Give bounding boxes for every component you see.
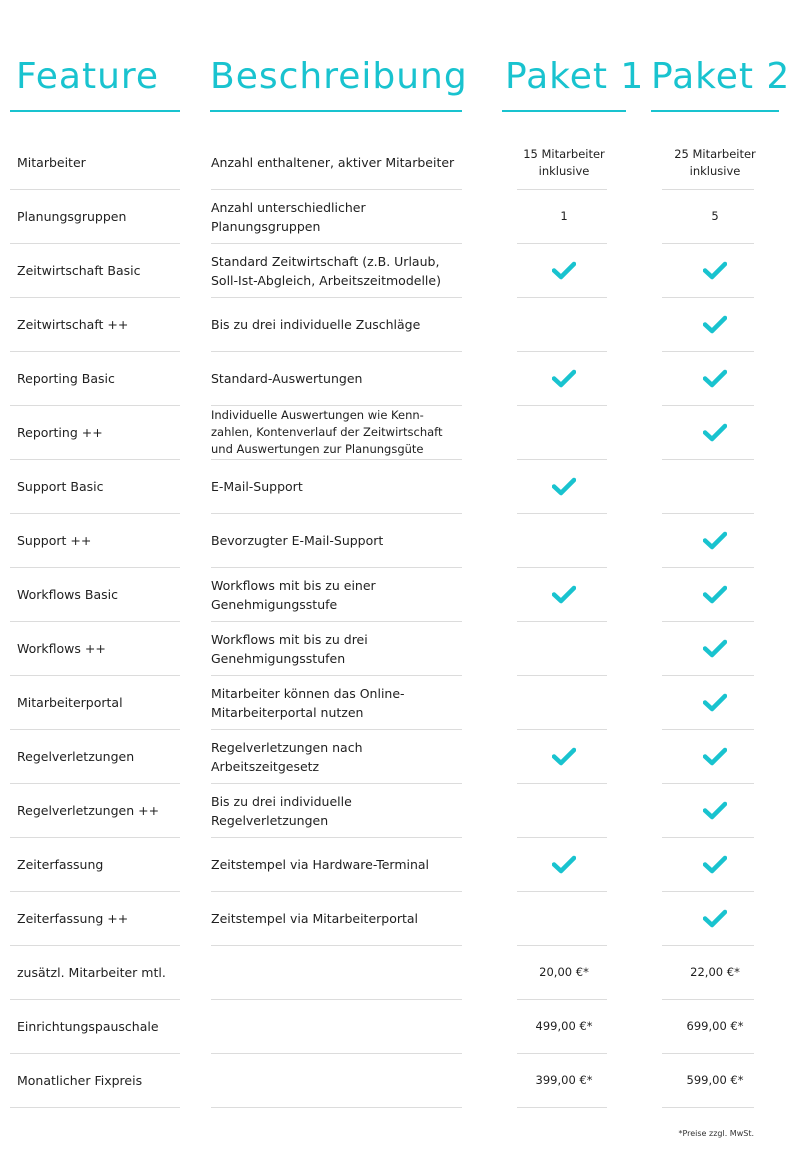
table-row <box>0 784 794 838</box>
feature-name: Monatlicher Fixpreis <box>17 1073 143 1088</box>
package-2-check-icon <box>651 784 779 837</box>
package-1-empty <box>502 406 626 459</box>
feature-description: Regelverletzungen nach Arbeitszeitgesetz <box>211 739 363 774</box>
package-2-value: 5 <box>711 209 719 223</box>
row-divider <box>662 1107 754 1108</box>
feature-name: Zeiterfassung <box>17 857 104 872</box>
feature-description: Individuelle Auswertungen wie Kenn- zahlen, Kontenverlauf der Zeitwirtschaft und Auswertungen zur Planungsgüte <box>211 408 443 456</box>
feature-name: Mitarbeiterportal <box>17 695 123 710</box>
package-2-check-icon <box>651 568 779 621</box>
feature-name: Workflows Basic <box>17 587 118 602</box>
check-icon <box>552 855 576 874</box>
package-1-value: 1 <box>560 209 568 223</box>
feature-name: Support ++ <box>17 533 92 548</box>
header-package-1: Paket 1 <box>505 56 645 97</box>
feature-description: Bis zu drei individuelle Regelverletzungen <box>211 793 352 828</box>
table-row <box>0 730 794 784</box>
header-underline-package-2 <box>651 110 779 112</box>
package-1-check-icon <box>502 460 626 513</box>
package-1-empty <box>502 676 626 729</box>
feature-name: Zeitwirtschaft Basic <box>17 263 141 278</box>
feature-name: Workflows ++ <box>17 641 106 656</box>
package-2-check-icon <box>651 406 779 459</box>
package-2-check-icon <box>651 352 779 405</box>
feature-name: Zeiterfassung ++ <box>17 911 129 926</box>
header-underline-package-1 <box>502 110 626 112</box>
feature-description: Zeitstempel via Hardware-Terminal <box>211 857 430 872</box>
feature-description <box>211 1000 461 1053</box>
feature-name: Planungsgruppen <box>17 209 127 224</box>
feature-name: Regelverletzungen <box>17 749 135 764</box>
feature-description <box>211 946 461 999</box>
header-underline-feature <box>10 110 180 112</box>
package-1-check-icon <box>502 838 626 891</box>
header-feature: Feature <box>16 56 160 97</box>
feature-description: Standard Zeitwirtschaft (z.B. Urlaub, Soll-Ist-Abgleich, Arbeitszeitmodelle) <box>211 253 441 288</box>
feature-description: E-Mail-Support <box>211 479 303 494</box>
feature-name: Einrichtungspauschale <box>17 1019 159 1034</box>
check-icon <box>703 909 727 928</box>
check-icon <box>552 747 576 766</box>
package-2-empty <box>651 460 779 513</box>
feature-description: Standard-Auswertungen <box>211 371 363 386</box>
table-row <box>0 244 794 298</box>
package-2-check-icon <box>651 514 779 567</box>
check-icon <box>703 261 727 280</box>
table-row <box>0 136 794 190</box>
package-2-value: 699,00 €* <box>686 1019 744 1033</box>
row-divider <box>10 1107 180 1108</box>
package-1-empty <box>502 622 626 675</box>
feature-name: Mitarbeiter <box>17 155 86 170</box>
feature-description: Anzahl enthaltener, aktiver Mitarbeiter <box>211 155 455 170</box>
feature-description: Zeitstempel via Mitarbeiterportal <box>211 911 419 926</box>
check-icon <box>703 423 727 442</box>
package-1-value: 499,00 €* <box>535 1019 593 1033</box>
feature-description: Mitarbeiter können das Online- Mitarbeiterportal nutzen <box>211 685 405 720</box>
check-icon <box>703 315 727 334</box>
check-icon <box>703 855 727 874</box>
check-icon <box>703 639 727 658</box>
check-icon <box>552 261 576 280</box>
check-icon <box>703 693 727 712</box>
table-row <box>0 676 794 730</box>
package-2-check-icon <box>651 244 779 297</box>
package-2-check-icon <box>651 892 779 945</box>
package-1-value: 399,00 €* <box>535 1073 593 1087</box>
package-1-value: 20,00 €* <box>539 965 589 979</box>
header-underline-description <box>210 110 462 112</box>
price-footnote: *Preise zzgl. MwSt. <box>678 1129 754 1138</box>
table-row <box>0 406 794 460</box>
feature-name: Reporting ++ <box>17 425 103 440</box>
package-1-check-icon <box>502 244 626 297</box>
check-icon <box>703 585 727 604</box>
feature-name: Reporting Basic <box>17 371 115 386</box>
package-2-value: 22,00 €* <box>690 965 740 979</box>
check-icon <box>703 747 727 766</box>
check-icon <box>552 369 576 388</box>
check-icon <box>703 369 727 388</box>
feature-description: Anzahl unterschiedlicher Planungsgruppen <box>211 199 366 234</box>
table-row <box>0 190 794 244</box>
package-2-check-icon <box>651 622 779 675</box>
feature-table <box>0 136 794 1108</box>
feature-name: Regelverletzungen ++ <box>17 803 160 818</box>
feature-description: Bis zu drei individuelle Zuschläge <box>211 317 421 332</box>
package-1-empty <box>502 892 626 945</box>
package-2-value: 599,00 €* <box>686 1073 744 1087</box>
table-row <box>0 352 794 406</box>
table-row <box>0 946 794 1000</box>
package-1-empty <box>502 298 626 351</box>
feature-description: Workflows mit bis zu einer Genehmigungsstufe <box>211 577 376 612</box>
check-icon <box>552 477 576 496</box>
package-1-empty <box>502 514 626 567</box>
feature-description: Bevorzugter E-Mail-Support <box>211 533 384 548</box>
table-row <box>0 622 794 676</box>
feature-name: Zeitwirtschaft ++ <box>17 317 129 332</box>
check-icon <box>703 801 727 820</box>
table-row <box>0 1000 794 1054</box>
table-row <box>0 514 794 568</box>
check-icon <box>552 585 576 604</box>
check-icon <box>703 531 727 550</box>
feature-description <box>211 1054 461 1107</box>
table-row <box>0 298 794 352</box>
table-row <box>0 838 794 892</box>
table-row <box>0 568 794 622</box>
header-description: Beschreibung <box>210 56 468 97</box>
header-package-2: Paket 2 <box>651 56 791 97</box>
package-2-check-icon <box>651 676 779 729</box>
table-row <box>0 460 794 514</box>
feature-name: Support Basic <box>17 479 104 494</box>
package-1-check-icon <box>502 730 626 783</box>
package-2-value: 25 Mitarbeiter inklusive <box>674 146 756 178</box>
package-1-check-icon <box>502 352 626 405</box>
package-2-check-icon <box>651 838 779 891</box>
package-1-value: 15 Mitarbeiter inklusive <box>523 146 605 178</box>
feature-name: zusätzl. Mitarbeiter mtl. <box>17 965 166 980</box>
table-row <box>0 892 794 946</box>
feature-description: Workflows mit bis zu drei Genehmigungsstufen <box>211 631 368 666</box>
table-row <box>0 1054 794 1108</box>
package-2-check-icon <box>651 298 779 351</box>
package-1-empty <box>502 784 626 837</box>
row-divider <box>211 1107 462 1108</box>
row-divider <box>517 1107 607 1108</box>
package-1-check-icon <box>502 568 626 621</box>
package-2-check-icon <box>651 730 779 783</box>
